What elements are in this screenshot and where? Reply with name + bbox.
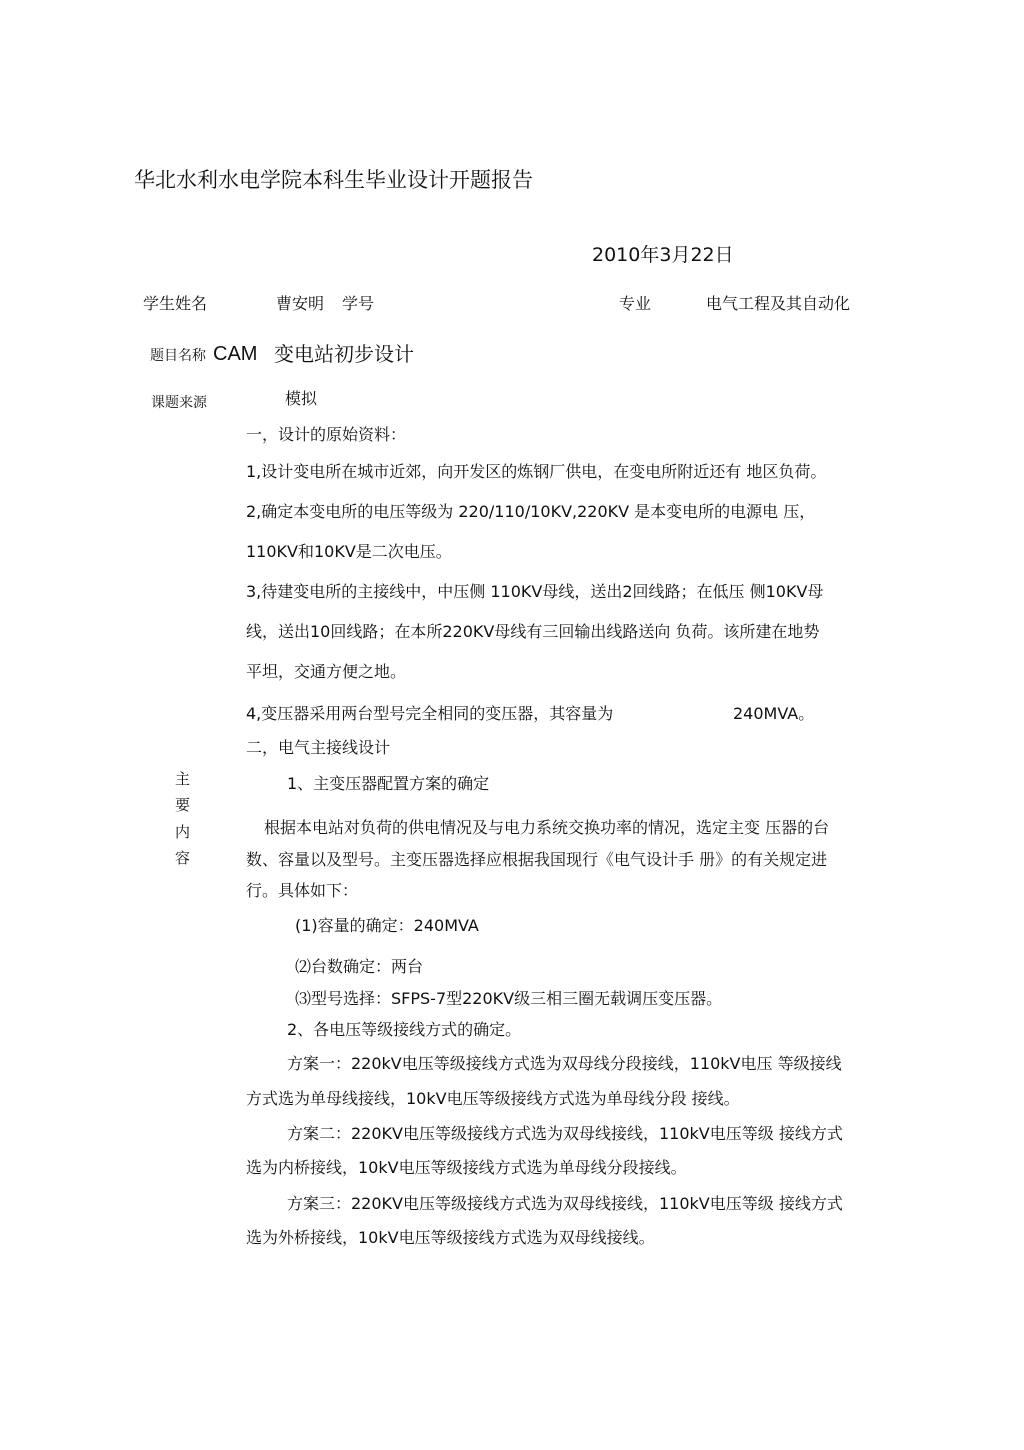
student-id-label: 学号 [342, 294, 375, 313]
subsection-1-line-2: 数、容量以及型号。主变压器选择应根据我国现行《电气设计手 册》的有关规定进 [246, 850, 828, 869]
source-value: 模拟 [285, 389, 318, 408]
option-2-line-2: 选为内桥接线，10kV电压等级接线方式选为单母线分段接线。 [246, 1158, 687, 1177]
side-label-4: 容 [175, 849, 191, 867]
major-value: 电气工程及其自动化 [706, 294, 851, 313]
paragraph-2a: 2,确定本变电所的电压等级为 220/110/10KV,220KV 是本变电所的电源电 压， [246, 502, 816, 521]
report-date: 2010年3月22日 [592, 244, 734, 266]
subsection-1-line-3: 行。具体如下： [246, 881, 359, 900]
item-model: ⑶型号选择：SFPS-7型220KV级三相三圈无载调压变压器。 [295, 989, 723, 1008]
topic-value: 变电站初步设计 [274, 342, 414, 366]
subsection-2: 2、各电压等级接线方式的确定。 [287, 1020, 522, 1039]
section-heading-2: 二，电气主接线设计 [246, 738, 391, 757]
topic-value-prefix: CAM [213, 343, 258, 365]
section-heading-1: 一，设计的原始资料： [246, 425, 407, 444]
option-2-line-1: 方案二：220KV电压等级接线方式选为双母线接线，110kV电压等级 接线方式 [287, 1124, 843, 1143]
capacity-value: 240MVA。 [733, 704, 815, 723]
student-name-label: 学生姓名 [143, 294, 208, 313]
side-label-3: 内 [175, 823, 191, 841]
paragraph-4: 4,变压器采用两台型号完全相同的变压器，其容量为 [246, 704, 614, 723]
option-3-line-1: 方案三：220KV电压等级接线方式选为双母线接线，110kV电压等级 接线方式 [287, 1194, 843, 1213]
source-label: 课题来源 [151, 395, 207, 411]
option-1-line-1: 方案一：220kV电压等级接线方式选为双母线分段接线，110kV电压 等级接线 [287, 1054, 842, 1073]
paragraph-3a: 3,待建变电所的主接线中，中压侧 110KV母线，送出2回线路；在低压 侧10KV母 [246, 582, 824, 601]
item-capacity: (1)容量的确定：240MVA [295, 916, 479, 935]
subsection-1: 1、主变压器配置方案的确定 [287, 774, 490, 793]
option-1-line-2: 方式选为单母线接线，10kV电压等级接线方式选为单母线分段 接线。 [246, 1089, 740, 1108]
student-name-value: 曹安明 [276, 294, 325, 313]
side-label-1: 主 [175, 770, 191, 788]
paragraph-3b: 线，送出10回线路；在本所220KV母线有三回输出线路送向 负荷。该所建在地势 [246, 622, 820, 641]
paragraph-2b: 110KV和10KV是二次电压。 [246, 542, 452, 561]
report-title: 华北水利水电学院本科生毕业设计开题报告 [134, 168, 533, 192]
paragraph-3c: 平坦，交通方便之地。 [246, 662, 407, 681]
subsection-1-line-1: 根据本电站对负荷的供电情况及与电力系统交换功率的情况，选定主变 压器的台 [264, 818, 830, 837]
item-count: ⑵台数确定：两台 [295, 957, 424, 976]
side-label-2: 要 [175, 796, 191, 814]
paragraph-1: 1,设计变电所在城市近郊，向开发区的炼钢厂供电，在变电所附近还有 地区负荷。 [246, 462, 827, 481]
major-label: 专业 [619, 294, 652, 313]
topic-label: 题目名称 [150, 348, 206, 364]
option-3-line-2: 选为外桥接线，10kV电压等级接线方式选为双母线接线。 [246, 1228, 655, 1247]
